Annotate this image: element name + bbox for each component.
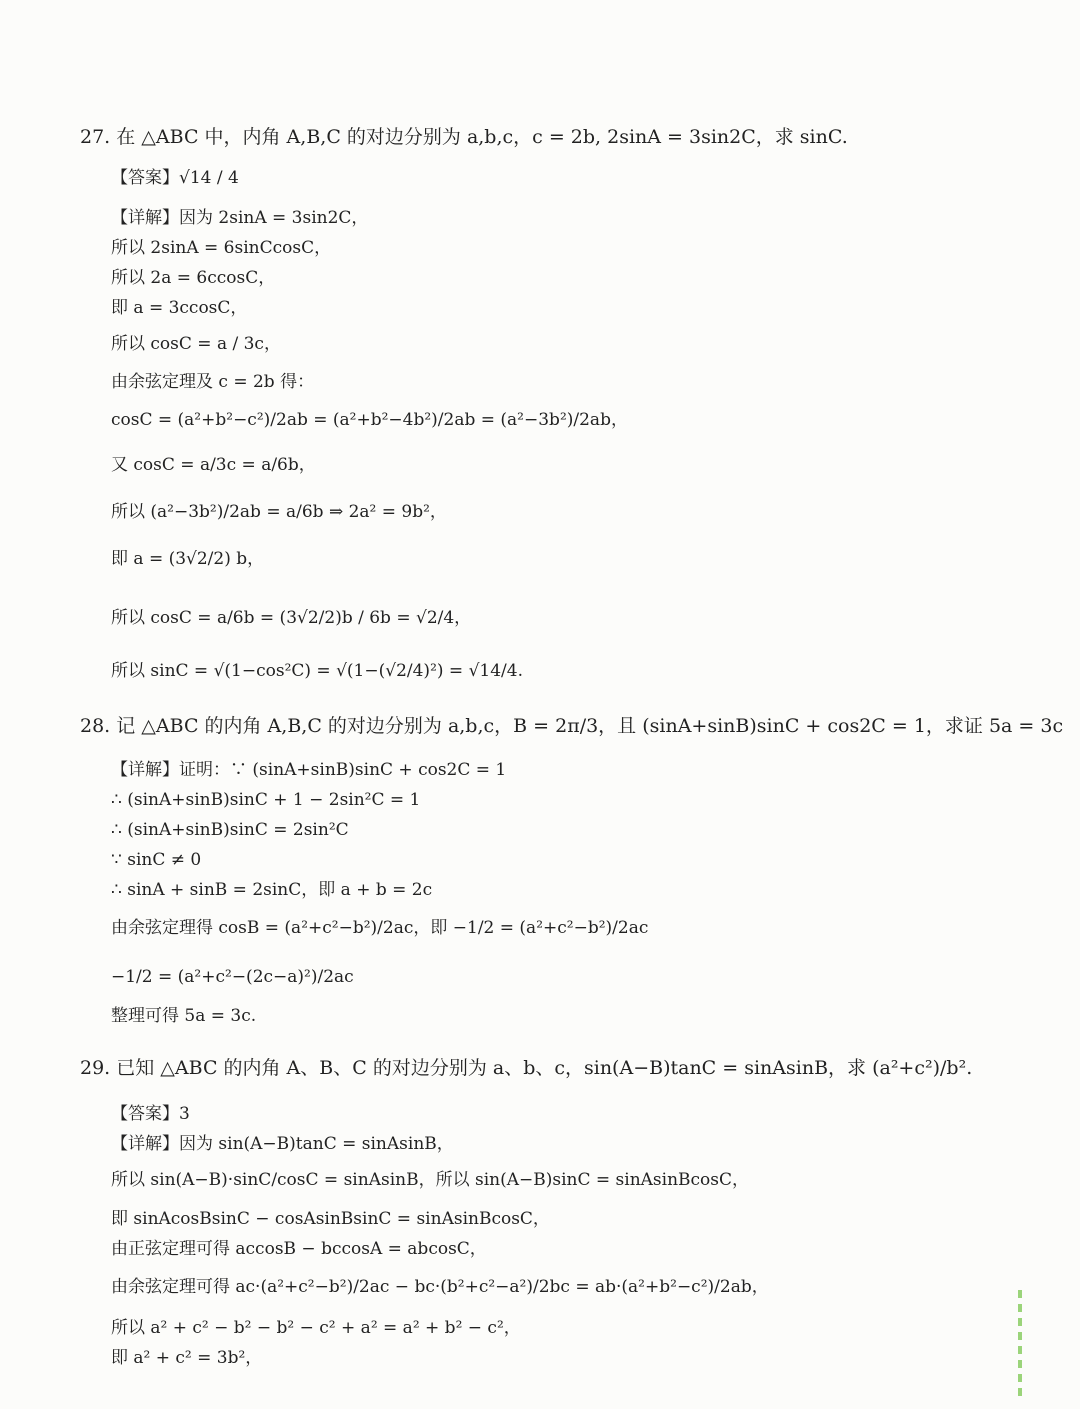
q28-line: ∵ sinC ≠ 0 (111, 850, 202, 870)
q28-line: 【详解】证明：∵ (sinA+sinB)sinC + cos2C = 1 (111, 760, 507, 780)
q29-line: 由正弦定理可得 accosB − bccosA = abcosC， (111, 1239, 487, 1259)
q27-line: 【详解】因为 2sinA = 3sin2C， (111, 208, 369, 228)
q28-line: 整理可得 5a = 3c. (111, 1006, 257, 1026)
q29-line: 即 a² + c² = 3b²， (111, 1348, 263, 1368)
q27-line: 所以 2sinA = 6sinCcosC， (111, 238, 332, 258)
q28-line: 由余弦定理得 cosB = (a²+c²−b²)/2ac，即 −1/2 = (a²+c²−b²)/2ac (111, 918, 649, 938)
q27-line: 所以 (a²−3b²)/2ab = a/6b ⇒ 2a² = 9b²， (111, 502, 447, 522)
q27-line: 所以 cosC = a / 3c， (111, 334, 281, 354)
q28-line: ∴ (sinA+sinB)sinC + 1 − 2sin²C = 1 (111, 790, 421, 810)
decorative-dashed-line (1018, 1290, 1022, 1400)
question-28-title: 28. 记 △ABC 的内角 A,B,C 的对边分别为 a,b,c，B = 2π/3，且 (sinA+sinB)sinC + cos2C = 1，求证 5a = 3c (80, 715, 1064, 737)
q29-line: 由余弦定理可得 ac·(a²+c²−b²)/2ac − bc·(b²+c²−a²)/2bc = ab·(a²+b²−c²)/2ab， (111, 1277, 769, 1297)
q28-line: ∴ sinA + sinB = 2sinC，即 a + b = 2c (111, 880, 433, 900)
q27-line: 即 a = 3ccosC， (111, 298, 248, 318)
q29-line: 所以 a² + c² − b² − b² − c² + a² = a² + b² − c²， (111, 1318, 521, 1338)
q28-line: −1/2 = (a²+c²−(2c−a)²)/2ac (111, 967, 354, 987)
q27-line: 又 cosC = a/3c = a/6b， (111, 455, 316, 475)
question-29-title: 29. 已知 △ABC 的内角 A、B、C 的对边分别为 a、b、c，sin(A−B)tanC = sinAsinB，求 (a²+c²)/b². (80, 1057, 973, 1079)
q29-line: 即 sinAcosBsinC − cosAsinBsinC = sinAsinBcosC， (111, 1209, 550, 1229)
q27-line: 所以 cosC = a/6b = (3√2/2)b / 6b = √2/4， (111, 608, 472, 628)
q28-line: ∴ (sinA+sinB)sinC = 2sin²C (111, 820, 349, 840)
q27-line: 由余弦定理及 c = 2b 得： (111, 372, 315, 392)
q29-answer: 【答案】3 (111, 1104, 190, 1124)
q27-answer: 【答案】√14 / 4 (111, 168, 239, 188)
q29-line: 【详解】因为 sin(A−B)tanC = sinAsinB， (111, 1134, 454, 1154)
q29-line: 所以 sin(A−B)·sinC/cosC = sinAsinB，所以 sin(A−B)sinC = sinAsinBcosC， (111, 1170, 750, 1190)
q27-line: cosC = (a²+b²−c²)/2ab = (a²+b²−4b²)/2ab = (a²−3b²)/2ab， (111, 410, 628, 430)
q27-line: 所以 sinC = √(1−cos²C) = √(1−(√2/4)²) = √14/4. (111, 661, 523, 681)
q27-line: 所以 2a = 6ccosC， (111, 268, 276, 288)
question-27-title: 27. 在 △ABC 中，内角 A,B,C 的对边分别为 a,b,c，c = 2b, 2sinA = 3sin2C，求 sinC. (80, 126, 848, 148)
q27-line: 即 a = (3√2/2) b， (111, 549, 265, 569)
